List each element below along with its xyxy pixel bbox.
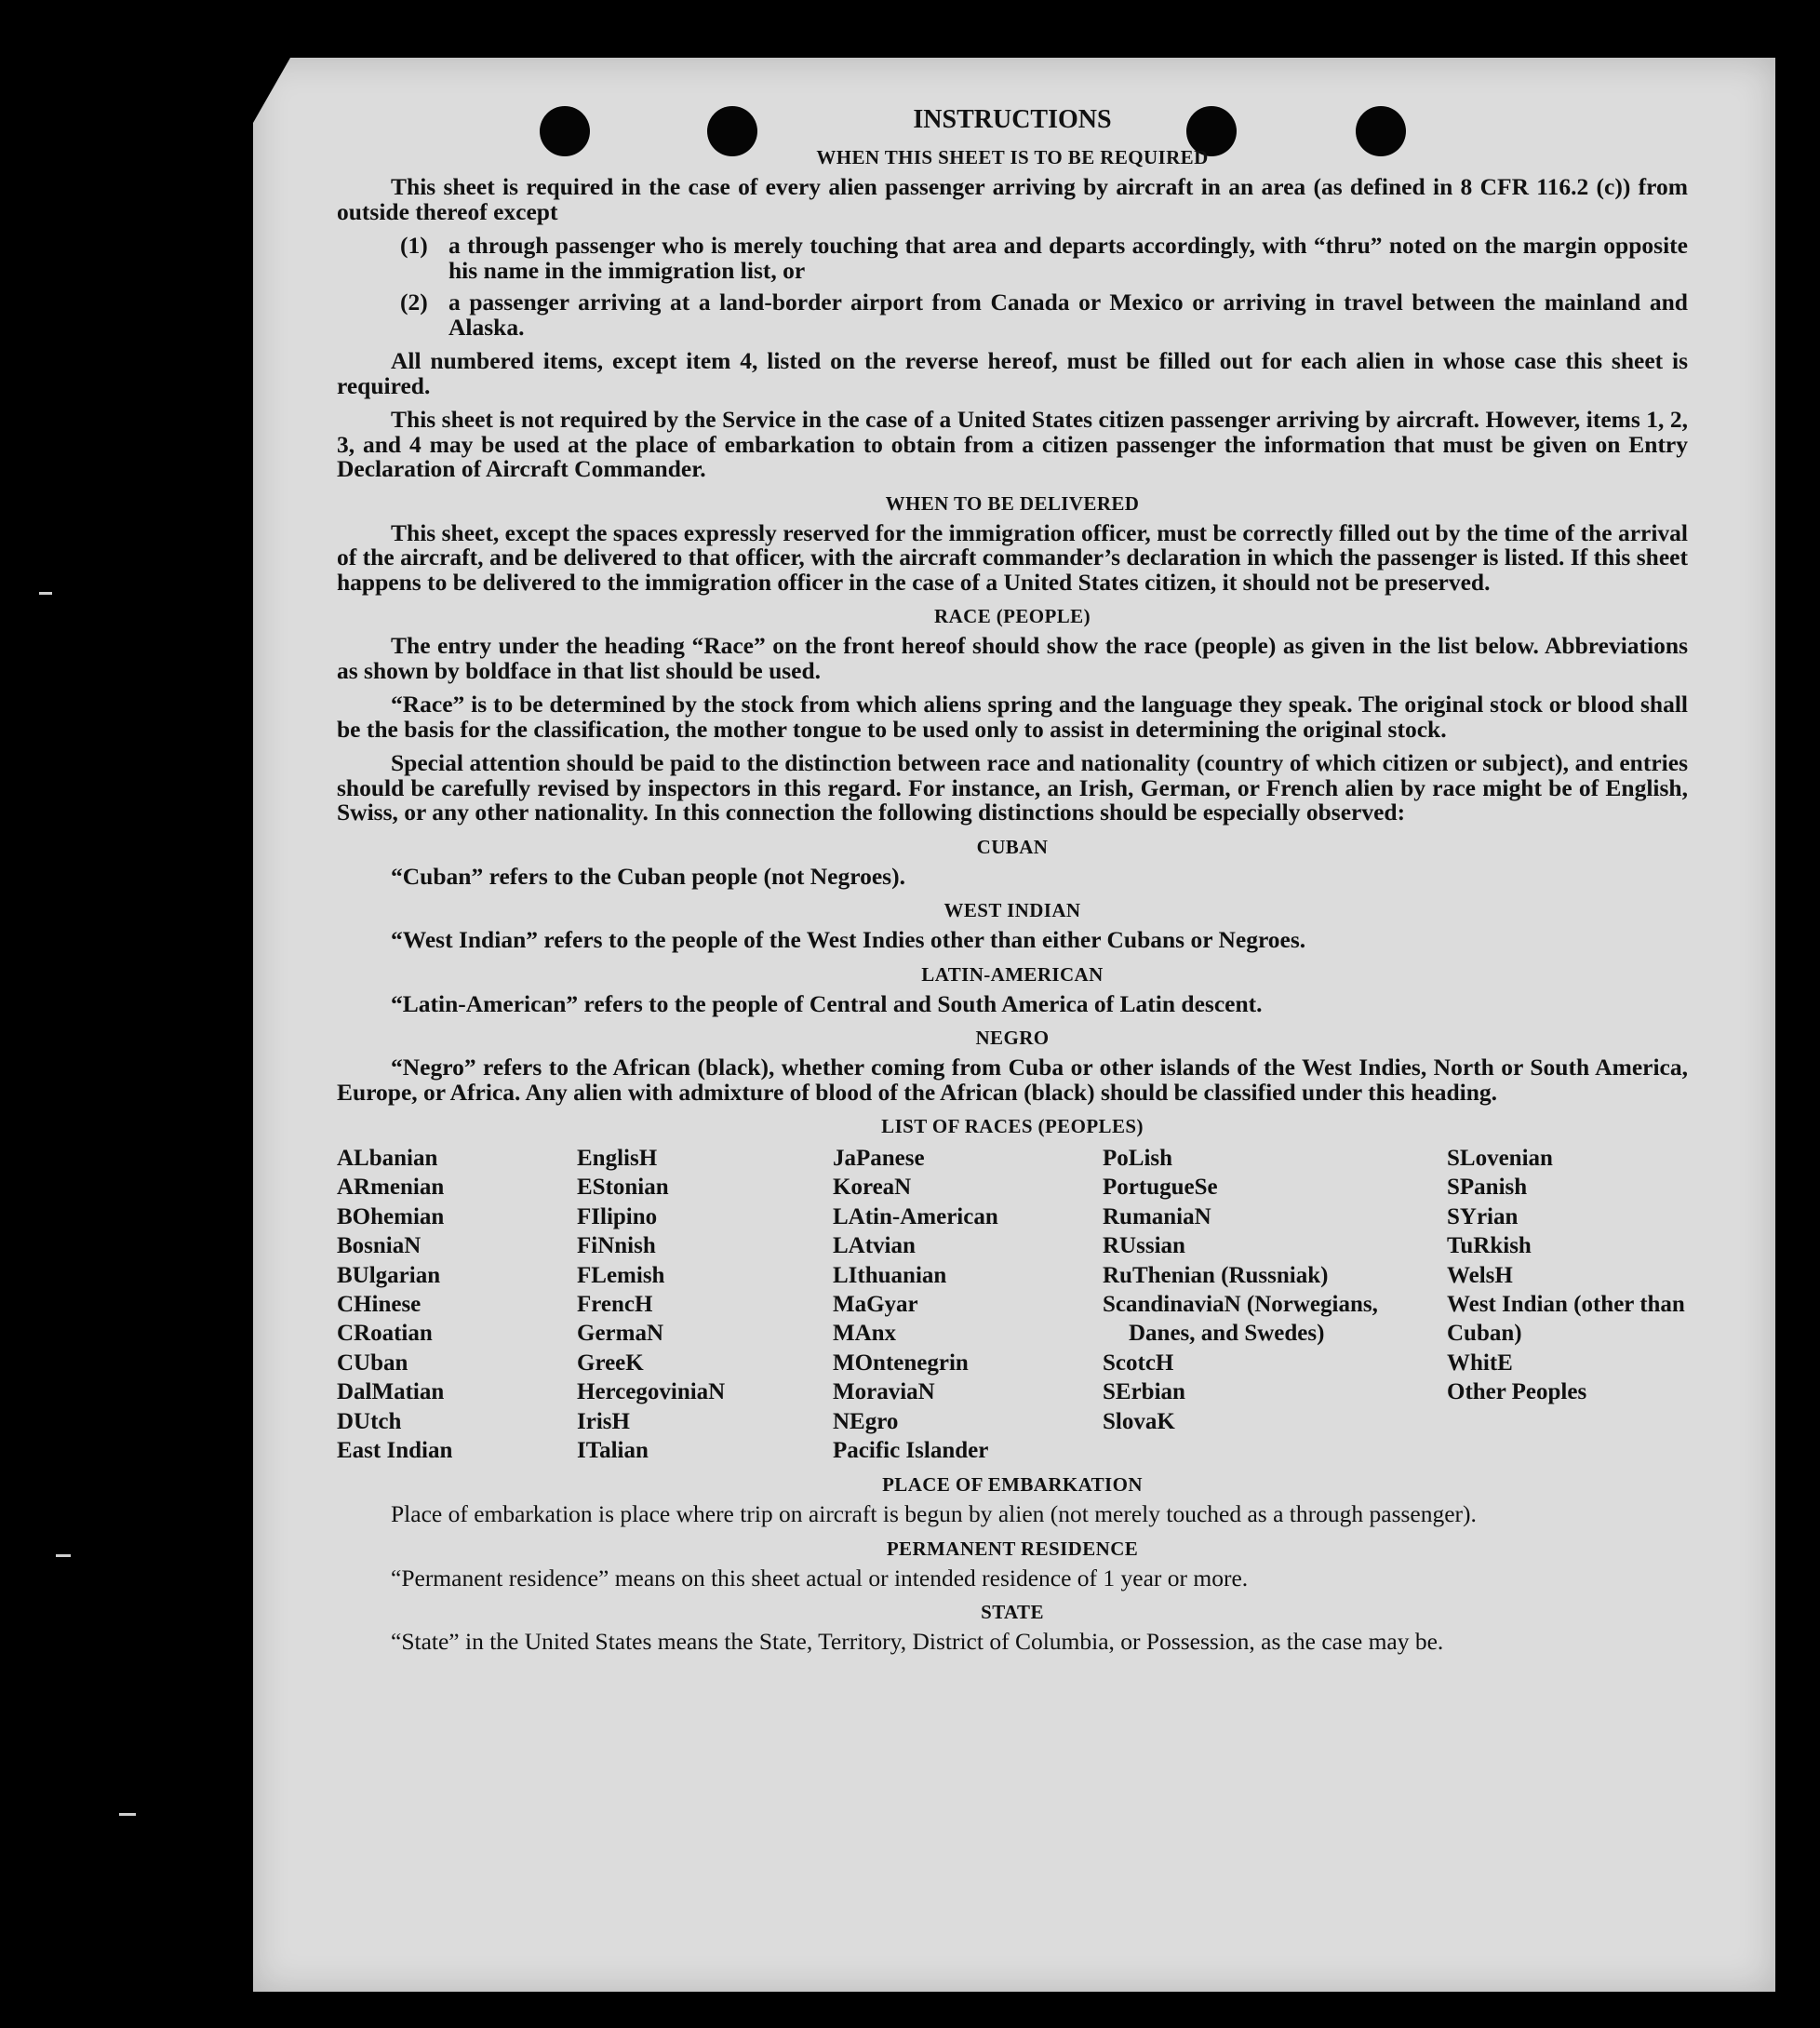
race-entry: CHinese bbox=[337, 1292, 422, 1318]
race-entry: MAnx bbox=[833, 1321, 897, 1347]
race-entry: Other Peoples bbox=[1447, 1379, 1587, 1405]
paragraph-numbered-items: All numbered items, except item 4, listed on the reverse hereof, must be filled out for each alien in whose case this sheet is required. bbox=[337, 347, 1688, 399]
race-entry: ITalian bbox=[577, 1438, 649, 1464]
races-column bbox=[577, 1144, 833, 1465]
paragraph-race-2: “Race” is to be determined by the stock from which aliens spring and the language they speak. The original stock or blood shall be the basis for the classification, the mother tongue to be used only to assist in determining the original stock. bbox=[337, 691, 1688, 743]
paragraph-west-indian: “West Indian” refers to the people of the West Indies other than either Cubans or Negroes. bbox=[391, 926, 1306, 953]
race-entry: ScotcH bbox=[1103, 1350, 1174, 1376]
races-column bbox=[337, 1144, 577, 1465]
heading-state: STATE bbox=[981, 1601, 1044, 1624]
race-entry: SYrian bbox=[1447, 1203, 1519, 1229]
heading-negro: NEGRO bbox=[975, 1027, 1050, 1049]
race-entry: EnglisH bbox=[577, 1146, 658, 1171]
race-entry: LAtin-American bbox=[833, 1203, 998, 1229]
paragraph-negro: “Negro” refers to the African (black), whether coming from Cuba or other islands of the West Indies, North or South America, Europe, or Africa. Any alien with admixture of blood of the African (black) should be classified under this heading. bbox=[337, 1054, 1688, 1106]
race-entry: BUlgarian bbox=[337, 1262, 441, 1288]
exceptions-list bbox=[337, 234, 1688, 340]
paragraph-citizen: This sheet is not required by the Service in the case of a United States citizen passenger arriving by aircraft. However, items 1, 2, 3, and 4 may be used at the place of embarkation to obtain from a citizen passenger the information that must be given on Entry Declaration of Aircraft Commander. bbox=[337, 406, 1688, 482]
heading-when-delivered: WHEN TO BE DELIVERED bbox=[885, 491, 1140, 515]
race-entry: SErbian bbox=[1103, 1379, 1185, 1405]
page-title: INSTRUCTIONS bbox=[913, 105, 1112, 134]
heading-cuban: CUBAN bbox=[976, 835, 1049, 858]
races-column bbox=[833, 1144, 1103, 1465]
document-sheet bbox=[253, 58, 1775, 1992]
paragraph-delivered: This sheet, except the spaces expressly reserved for the immigration officer, must be correctly filled out by the time of the arrival of the aircraft, and be delivered to that officer, with the aircraft commander’s declaration in which the passenger is listed. If this sheet happens to be delivered to the immigration officer in the case of a United States citizen, it should not be preserved. bbox=[337, 518, 1688, 596]
list-item: (2) a passenger arriving at a land-border airport from Canada or Mexico or arriving in travel between the mainland and Alaska. bbox=[400, 289, 1688, 341]
races-column bbox=[1103, 1144, 1447, 1465]
race-entry: PortugueSe bbox=[1103, 1175, 1218, 1201]
race-entry: FiNnish bbox=[577, 1233, 656, 1259]
heading-latin-american: LATIN-AMERICAN bbox=[921, 962, 1104, 986]
paragraph-cuban: “Cuban” refers to the Cuban people (not Negroes). bbox=[391, 862, 905, 890]
race-entry: DUtch bbox=[337, 1408, 402, 1434]
race-entry: SlovaK bbox=[1103, 1408, 1175, 1434]
race-entry: EStonian bbox=[577, 1175, 669, 1201]
paragraph-race-1: The entry under the heading “Race” on the front hereof should show the race (people) as given in the list below. Abbreviations as shown by boldface in that list should be used. bbox=[337, 632, 1688, 684]
corner-notch bbox=[253, 58, 290, 123]
race-entry: SLovenian bbox=[1447, 1146, 1553, 1171]
heading-race: RACE (PEOPLE) bbox=[934, 605, 1091, 627]
race-entry: LIthuanian bbox=[833, 1262, 947, 1288]
race-entry: FIlipino bbox=[577, 1203, 658, 1229]
heading-list-of-races: LIST OF RACES (PEOPLES) bbox=[881, 1115, 1144, 1137]
race-entry: RuThenian (Russniak) bbox=[1103, 1262, 1329, 1288]
paragraph-latin-american: “Latin-American” refers to the people of Central and South America of Latin descent. bbox=[391, 989, 1263, 1017]
race-entry: LAtvian bbox=[833, 1233, 916, 1259]
race-entry: CUban bbox=[337, 1350, 408, 1376]
race-entry: KoreaN bbox=[833, 1175, 912, 1201]
race-entry: ARmenian bbox=[337, 1175, 445, 1201]
race-entry: GermaN bbox=[577, 1321, 664, 1347]
paragraph-embarkation: Place of embarkation is place where trip on aircraft is begun by alien (not merely touched as a through passenger). bbox=[391, 1500, 1477, 1528]
instructions-body bbox=[337, 106, 1688, 1664]
race-entry: RumaniaN bbox=[1103, 1203, 1211, 1229]
list-item: (1) a through passenger who is merely touching that area and departs accordingly, with “thru” noted on the margin opposite his name in the immigration list, or bbox=[400, 232, 1688, 284]
paragraph-residence: “Permanent residence” means on this sheet actual or intended residence of 1 year or more. bbox=[391, 1564, 1249, 1592]
race-entry: FLemish bbox=[577, 1262, 665, 1288]
race-entry: ALbanian bbox=[337, 1146, 438, 1171]
race-entry: GreeK bbox=[577, 1350, 644, 1376]
margin-mark bbox=[39, 592, 52, 595]
race-entry: Pacific Islander bbox=[833, 1438, 989, 1464]
paragraph-state: “State” in the United States means the State, Territory, District of Columbia, or Possession, as the case may be. bbox=[391, 1628, 1444, 1656]
heading-residence: PERMANENT RESIDENCE bbox=[886, 1537, 1139, 1560]
race-entry: BosniaN bbox=[337, 1233, 422, 1259]
race-entry: MoraviaN bbox=[833, 1379, 935, 1405]
race-entry: TuRkish bbox=[1447, 1233, 1532, 1259]
margin-mark bbox=[119, 1813, 136, 1816]
race-entry: ScandinaviaN (Norwegians, Danes, and Swedes) bbox=[1103, 1292, 1378, 1347]
race-entry: East Indian bbox=[337, 1438, 453, 1464]
paragraph-required-intro: This sheet is required in the case of every alien passenger arriving by aircraft in an area (as defined in 8 CFR 116.2 (c)) from outside thereof except bbox=[337, 173, 1688, 225]
race-entry: West Indian (other than Cuban) bbox=[1447, 1292, 1685, 1347]
race-entry: DalMatian bbox=[337, 1379, 445, 1405]
race-entry: FrencH bbox=[577, 1292, 653, 1318]
paragraph-race-3: Special attention should be paid to the distinction between race and nationality (country of which citizen or subject), and entries should be carefully revised by inspectors in this regard. For instance, an Irish, German, or French alien by race might be of English, Swiss, or any other nationality. In this connection the following distinctions should be especially observed: bbox=[337, 749, 1688, 826]
race-entry: HercegoviniaN bbox=[577, 1379, 726, 1405]
margin-mark bbox=[56, 1554, 71, 1557]
heading-when-required: WHEN THIS SHEET IS TO BE REQUIRED bbox=[816, 146, 1209, 168]
race-entry: MaGyar bbox=[833, 1292, 918, 1318]
race-entry: CRoatian bbox=[337, 1321, 433, 1347]
race-entry: SPanish bbox=[1447, 1175, 1528, 1201]
race-entry: NEgro bbox=[833, 1408, 899, 1434]
race-entry: MOntenegrin bbox=[833, 1350, 969, 1376]
race-entry: JaPanese bbox=[833, 1146, 925, 1171]
race-entry: RUssian bbox=[1103, 1233, 1185, 1259]
races-column bbox=[1447, 1144, 1688, 1465]
race-entry: PoLish bbox=[1103, 1146, 1173, 1171]
heading-west-indian: WEST INDIAN bbox=[943, 899, 1081, 921]
race-entry: BOhemian bbox=[337, 1203, 445, 1229]
heading-embarkation: PLACE OF EMBARKATION bbox=[882, 1473, 1143, 1497]
race-entry: WhitE bbox=[1447, 1350, 1513, 1376]
races-table bbox=[337, 1144, 1688, 1465]
race-entry: IrisH bbox=[577, 1408, 630, 1434]
race-entry: WelsH bbox=[1447, 1262, 1513, 1288]
